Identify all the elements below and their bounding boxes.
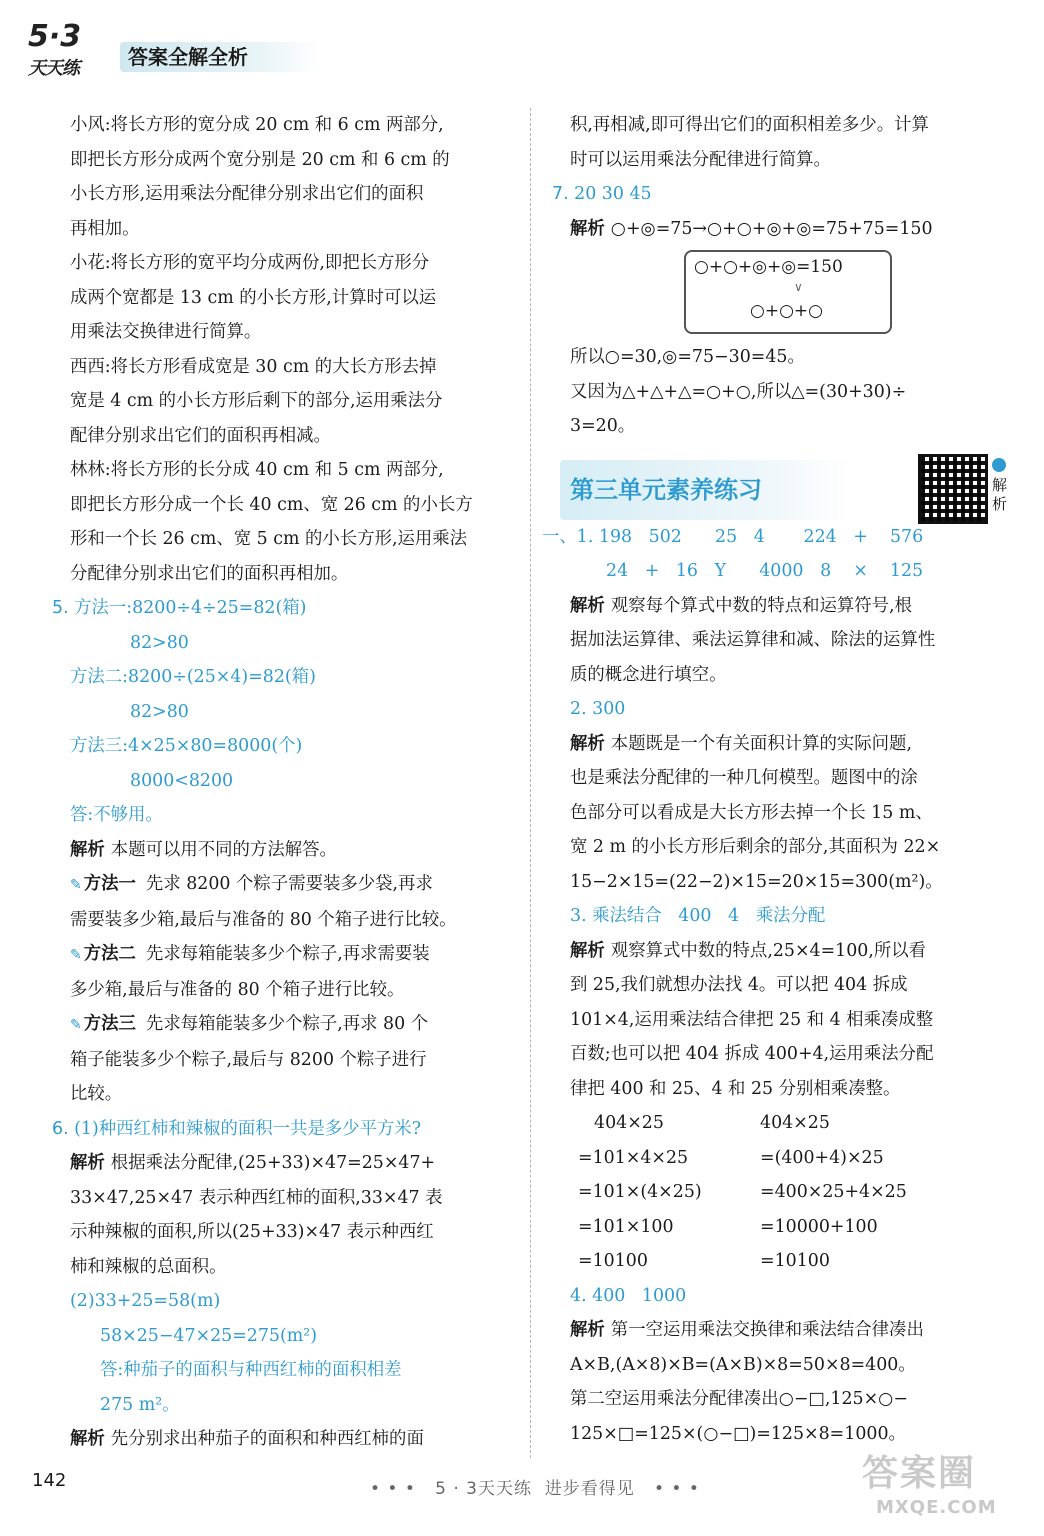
analysis	[570, 727, 1015, 762]
analysis-label: 解析	[570, 218, 605, 239]
text-line: 百数;也可以把 404 拆成 400+4,运用乘法分配	[570, 1044, 934, 1064]
text-line: 成两个宽都是 13 cm 的小长方形,计算时可以运	[70, 287, 437, 308]
symbol-diagram-box	[684, 250, 892, 334]
brand-logo	[28, 19, 124, 79]
diagram-line-1: ○+○+◎+◎=150	[694, 257, 843, 277]
text-line: 即把长方形分成两个宽分别是 20 cm 和 6 cm 的	[70, 149, 450, 170]
text-line: 据加法运算律、乘法运算律和减、除法的运算性	[570, 630, 936, 650]
watermark-url: MXQE.COM	[876, 1497, 997, 1518]
answer-line: 198 502 25 4 224 + 576	[598, 526, 924, 547]
method-line	[70, 1007, 510, 1043]
analysis	[70, 833, 510, 868]
method-label: 方法一	[83, 874, 136, 894]
text-line: 积,再相减,即可得出它们的面积相差多少。计算	[570, 115, 929, 135]
question-number: 2.	[570, 699, 587, 719]
analysis-label: 解析	[570, 1320, 605, 1340]
text-line: 也是乘法分配律的一种几何模型。题图中的涂	[570, 768, 918, 788]
calc-cell: 404×25	[594, 1113, 664, 1133]
unit-q3-answer	[570, 899, 1015, 934]
analysis-label: 解析	[70, 1429, 105, 1449]
calc-row	[570, 1106, 1015, 1141]
question-6-part-1	[52, 1112, 510, 1147]
method-text: 先求每箱能装多少个粽子,再求 80 个	[145, 1014, 429, 1034]
text-line: 时可以运用乘法分配律进行简算。	[570, 149, 831, 170]
question-number: 7.	[552, 184, 569, 204]
answer-line: (1)种西红柿和辣椒的面积一共是多少平方米?	[74, 1118, 422, 1139]
qr-label-text: 解析	[992, 476, 1008, 513]
play-icon	[992, 458, 1006, 472]
text-line: 质的概念进行填空。	[570, 664, 727, 685]
answer-line: 答:不够用。	[70, 805, 163, 825]
analysis-text: 根据乘法分配律,(25+33)×47=25×47+	[110, 1153, 436, 1173]
text-line: 律把 400 和 25、4 和 25 分别相乘凑整。	[570, 1078, 901, 1099]
calc-row	[570, 1210, 1015, 1245]
calc-cell: =101×100	[578, 1216, 674, 1237]
pencil-icon: ✎	[70, 947, 82, 963]
answer-line: 方法二:8200÷(25×4)=82(箱)	[70, 667, 316, 687]
calc-cell: 404×25	[760, 1113, 830, 1133]
answer-line: 8000<8200	[130, 770, 234, 791]
method-text: 先求每箱能装多少个粽子,再求需要装	[145, 944, 430, 964]
text-line: 形和一个长 26 cm、宽 5 cm 的小长方形,运用乘法	[70, 529, 468, 549]
section-title	[560, 460, 850, 520]
text-line: 分配律分别求出它们的面积再相加。	[70, 563, 349, 584]
question-7-answer	[552, 177, 1015, 212]
logo-bottom: 天天练	[28, 58, 79, 79]
page-number: 142	[32, 1470, 67, 1491]
header-title: 答案全解全析	[128, 45, 248, 69]
unit-q4-answer	[570, 1279, 1015, 1314]
left-column	[52, 108, 510, 1457]
analysis-label: 解析	[570, 595, 605, 616]
method-label: 方法二	[83, 944, 136, 964]
analysis	[70, 1146, 510, 1181]
logo-top: 5·3	[28, 19, 82, 54]
analysis-text: 第一空运用乘法交换律和乘法结合律凑出	[610, 1320, 924, 1340]
analysis-label: 解析	[570, 733, 605, 754]
answer-line: 乘法结合 400 4 乘法分配	[592, 906, 826, 926]
analysis-text: 本题可以用不同的方法解答。	[110, 839, 337, 860]
question-number: 6.	[52, 1118, 69, 1139]
arrow-down-icon: ∨	[794, 280, 803, 294]
answer-line: 82>80	[130, 632, 189, 653]
answer-line: 答:种茄子的面积与种西红柿的面积相差	[100, 1360, 402, 1380]
text-line: 示种辣椒的面积,所以(25+33)×47 表示种西红	[70, 1222, 434, 1242]
unit-q2-answer	[570, 692, 1015, 727]
text-line: 西西:将长方形看成宽是 30 cm 的大长方形去掉	[70, 356, 437, 377]
text-line: 多少箱,最后与准备的 80 个箱子进行比较。	[70, 979, 405, 1000]
text-line: A×B,(A×8)×B=(A×B)×8=50×8=400。	[570, 1354, 916, 1375]
analysis-text: 观察算式中数的特点,25×4=100,所以看	[610, 940, 927, 961]
analysis-text: ○+◎=75→○+○+◎+◎=75+75=150	[610, 218, 933, 239]
analysis-text: 本题既是一个有关面积计算的实际问题,	[610, 733, 912, 754]
analysis-label: 解析	[70, 1153, 105, 1173]
method-label: 方法三	[83, 1014, 136, 1034]
calc-cell: =10000+100	[760, 1216, 878, 1237]
method-line	[70, 867, 510, 903]
qr-code[interactable]	[918, 454, 988, 524]
text-line: 林林:将长方形的长分成 40 cm 和 5 cm 两部分,	[70, 460, 444, 480]
answer-line: 400 1000	[592, 1285, 687, 1306]
text-line: 到 25,我们就想办法找 4。可以把 404 拆成	[570, 975, 908, 995]
calc-row	[570, 1141, 1015, 1176]
method-line	[70, 937, 510, 973]
question-number: 5.	[52, 598, 69, 618]
text-line: 小花:将长方形的宽平均分成两份,即把长方形分	[70, 253, 430, 273]
header-title-bar	[120, 42, 320, 72]
text-line: 第二空运用乘法分配律凑出○−□,125×○−	[570, 1389, 908, 1409]
footer-slogan: • • • 5 · 3天天练 进步看得见 • • •	[370, 1479, 700, 1499]
text-line: 小风:将长方形的宽分成 20 cm 和 6 cm 两部分,	[70, 115, 444, 135]
analysis-label: 解析	[70, 839, 105, 860]
analysis	[570, 1313, 1015, 1348]
watermark-logo	[862, 1452, 1038, 1530]
unit-q1-answer	[542, 520, 1015, 555]
qr-label	[992, 458, 1012, 514]
text-line: 33×47,25×47 表示种西红柿的面积,33×47 表	[70, 1187, 443, 1208]
calc-cell: =10100	[578, 1251, 648, 1271]
answer-line: 300	[592, 699, 626, 719]
text-line: 宽 2 m 的小长方形后剩余的部分,其面积为 22×	[570, 837, 941, 857]
column-divider	[530, 108, 531, 1458]
question-5-method-1	[52, 591, 510, 626]
text-line: 色部分可以看成是大长方形去掉一个长 15 m、	[570, 802, 933, 823]
answer-line: 275 m²。	[100, 1394, 180, 1415]
answer-line: 24 + 16 Y 4000 8 × 125	[606, 561, 924, 581]
text-line: 3=20。	[570, 416, 636, 436]
question-number: 一、1.	[542, 526, 594, 547]
answer-line: 82>80	[130, 701, 189, 722]
question-number: 3.	[570, 906, 587, 926]
text-line: 101×4,运用乘法结合律把 25 和 4 相乘凑成整	[570, 1009, 934, 1030]
calc-cell: =101×(4×25)	[578, 1182, 702, 1202]
analysis	[570, 212, 1015, 247]
answer-line: (2)33+25=58(m)	[70, 1291, 221, 1311]
right-column	[542, 108, 1015, 1451]
answer-line: 20 30 45	[574, 184, 652, 204]
text-line: 又因为△+△+△=○+○,所以△=(30+30)÷	[570, 381, 907, 402]
text-line: 15−2×15=(22−2)×15=20×15=300(m²)。	[570, 871, 943, 892]
diagram-line-2: ○+○+○	[750, 301, 823, 321]
answer-line: 58×25−47×25=275(m²)	[100, 1325, 318, 1346]
text-line: 125×□=125×(○−□)=125×8=1000。	[570, 1423, 906, 1444]
calc-cell: =10100	[760, 1251, 830, 1271]
analysis	[570, 589, 1015, 624]
text-line: 比较。	[70, 1084, 123, 1104]
pencil-icon: ✎	[70, 1017, 82, 1033]
text-line: 所以○=30,◎=75−30=45。	[570, 347, 805, 367]
text-line: 即把长方形分成一个长 40 cm、宽 26 cm 的小长方	[70, 494, 473, 515]
calc-row	[570, 1175, 1015, 1210]
calc-row	[570, 1244, 1015, 1279]
analysis	[70, 1422, 510, 1457]
calc-cell: =(400+4)×25	[760, 1147, 884, 1168]
text-line: 需要装多少箱,最后与准备的 80 个箱子进行比较。	[70, 909, 457, 930]
page-header	[28, 19, 348, 79]
analysis-text: 观察每个算式中数的特点和运算符号,根	[610, 595, 912, 616]
calc-cell: =400×25+4×25	[760, 1182, 907, 1202]
calc-cell: =101×4×25	[578, 1147, 689, 1168]
text-line: 小长方形,运用乘法分配律分别求出它们的面积	[70, 184, 424, 204]
analysis-label: 解析	[570, 940, 605, 961]
watermark-text: 答案圈	[862, 1453, 977, 1494]
analysis	[570, 934, 1015, 969]
answer-line: 方法三:4×25×80=8000(个)	[70, 736, 303, 756]
pencil-icon: ✎	[70, 877, 82, 893]
analysis-text: 先分别求出种茄子的面积和种西红柿的面	[110, 1429, 424, 1449]
text-line: 宽是 4 cm 的小长方形后剩下的部分,运用乘法分	[70, 391, 443, 411]
answer-line: 方法一:8200÷4÷25=82(箱)	[74, 598, 307, 618]
section-title-text: 第三单元素养练习	[570, 475, 762, 504]
text-line: 配律分别求出它们的面积再相减。	[70, 425, 331, 446]
text-line: 柿和辣椒的总面积。	[70, 1256, 227, 1277]
text-line: 用乘法交换律进行简算。	[70, 322, 262, 342]
text-line: 箱子能装多少个粽子,最后与 8200 个粽子进行	[70, 1049, 427, 1070]
question-number: 4.	[570, 1285, 587, 1306]
method-text: 先求 8200 个粽子需要装多少袋,再求	[145, 874, 433, 894]
text-line: 再相加。	[70, 218, 140, 239]
